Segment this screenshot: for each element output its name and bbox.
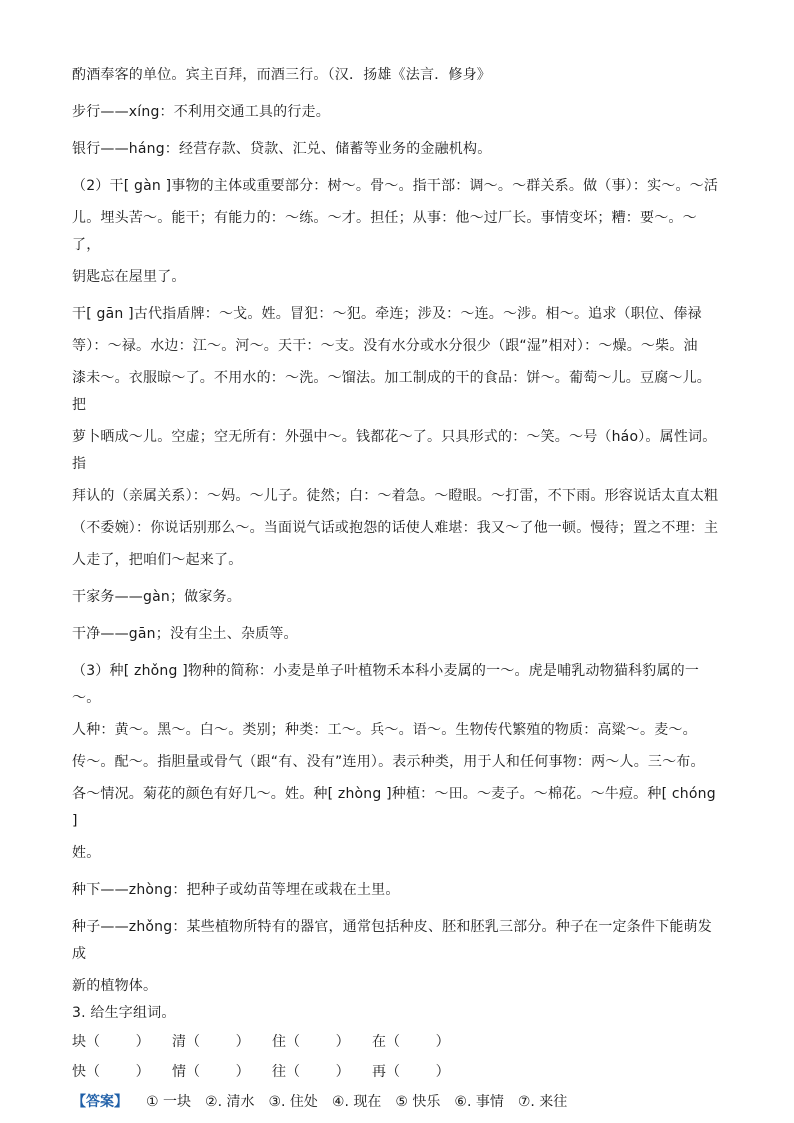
word-blank: 住（ ） [272, 1034, 350, 1050]
word-blank: 再（ ） [372, 1064, 450, 1080]
word-blank: 清（ ） [172, 1034, 250, 1050]
word-grid-row-2 [72, 1057, 724, 1087]
definition-zhongzi-line: 新的植物体。 [72, 978, 158, 994]
entry-gan1-line: 人走了，把咱们～起来了。 [72, 552, 243, 568]
answer-item: ④. 现在 [331, 1094, 382, 1110]
answer-item: ① 一块 [146, 1094, 192, 1110]
word-blank: 块（ ） [72, 1034, 150, 1050]
entry-gan1-line: 漆未～。衣服晾～了。不用水的：～洗。～馏法。加工制成的干的食品：饼～。葡萄～儿。豆腐～儿。把 [72, 370, 711, 413]
definition-zhongzi-line: 种子——zhǒng：某些植物所特有的器官，通常包括种皮、胚和胚乳三部分。种子在一定条件下能萌发成 [72, 919, 712, 962]
entry-zhong-line: 各～情况。菊花的颜色有好几～。姓。种[ zhòng ]种植：～田。～麦子。～棉花。～牛痘。种[ chóng ] [72, 786, 716, 829]
word-blank: 往（ ） [272, 1064, 350, 1080]
answer-item: ②. 清水 [205, 1094, 255, 1110]
entry-gan1-line: 干[ gān ]古代指盾牌：～戈。姓。冒犯：～犯。牵连；涉及：～连。～涉。相～。追求（职位、俸禄 [72, 306, 702, 322]
answer-row [72, 1087, 724, 1117]
answer-label: 【答案】 [72, 1094, 128, 1110]
definition-yinhang: 银行——háng：经营存款、贷款、汇兑、储蓄等业务的金融机构。 [72, 141, 492, 157]
word-blank: 情（ ） [172, 1064, 250, 1080]
definition-ganjiawu: 干家务——gàn；做家务。 [72, 589, 241, 605]
document-page [72, 62, 724, 1117]
word-blank: 快（ ） [72, 1064, 150, 1080]
entry-zhong-line: 人种：黄～。黑～。白～。类别；种类：工～。兵～。语～。生物传代繁殖的物质：高粱～。麦～。 [72, 722, 697, 738]
entry-gan1-line: （不委婉）：你说话别那么～。当面说气话或抱怨的话使人难堪：我又～了他一顿。慢待；置之不理：主 [72, 520, 719, 536]
entry-gan4-line: （2）干[ gàn ]事物的主体或重要部分：树～。骨～。指干部：调～。～群关系。做（事）：实～。～活 [72, 178, 719, 194]
answer-item: ③. 住处 [268, 1094, 318, 1110]
definition-zhongxia: 种下——zhòng：把种子或幼苗等埋在或栽在土里。 [72, 882, 400, 898]
answer-item: ⑦. 来往 [517, 1094, 568, 1110]
entry-gan1-line: 萝卜晒成～儿。空虚；空无所有：外强中～。钱都花～了。只具形式的：～笑。～号（háo）。属性词。指 [72, 429, 717, 472]
question-3-title: 3. 给生字组词。 [72, 1005, 176, 1021]
entry-gan4-line: 儿。埋头苦～。能干；有能力的：～练。～才。担任；从事：他～过厂长。事情变坏；糟：要～。～了， [72, 210, 697, 253]
entry-zhong3-line: （3）种[ zhǒng ]物种的简称：小麦是单子叶植物禾本科小麦属的一～。虎是哺乳动物猫科豹属的一～。 [72, 663, 700, 706]
answer-item: ⑥. 事情 [454, 1094, 504, 1110]
paragraph-line: 酌酒奉客的单位。宾主百拜，而酒三行。（汉．扬雄《法言．修身》 [72, 67, 491, 83]
entry-zhong-line: 姓。 [72, 845, 101, 861]
entry-gan1-line: 等）：～禄。水边：江～。河～。天干：～支。没有水分或水分很少（跟“湿”相对）：～燥。～柴。油 [72, 338, 698, 354]
word-blank: 在（ ） [372, 1034, 450, 1050]
definition-buxing: 步行——xíng：不利用交通工具的行走。 [72, 104, 330, 120]
entry-gan1-line: 拜认的（亲属关系）：～妈。～儿子。徒然；白：～着急。～瞪眼。～打雷，不下雨。形容说话太直太粗 [72, 488, 719, 504]
definition-ganjing: 干净——gān；没有尘土、杂质等。 [72, 626, 298, 642]
entry-gan4-line: 钥匙忘在屋里了。 [72, 269, 186, 285]
word-grid-row-1 [72, 1027, 724, 1057]
answer-item: ⑤ 快乐 [395, 1094, 441, 1110]
entry-zhong-line: 传～。配～。指胆量或骨气（跟“有、没有”连用）。表示种类，用于人和任何事物：两～人。三～布。 [72, 754, 705, 770]
